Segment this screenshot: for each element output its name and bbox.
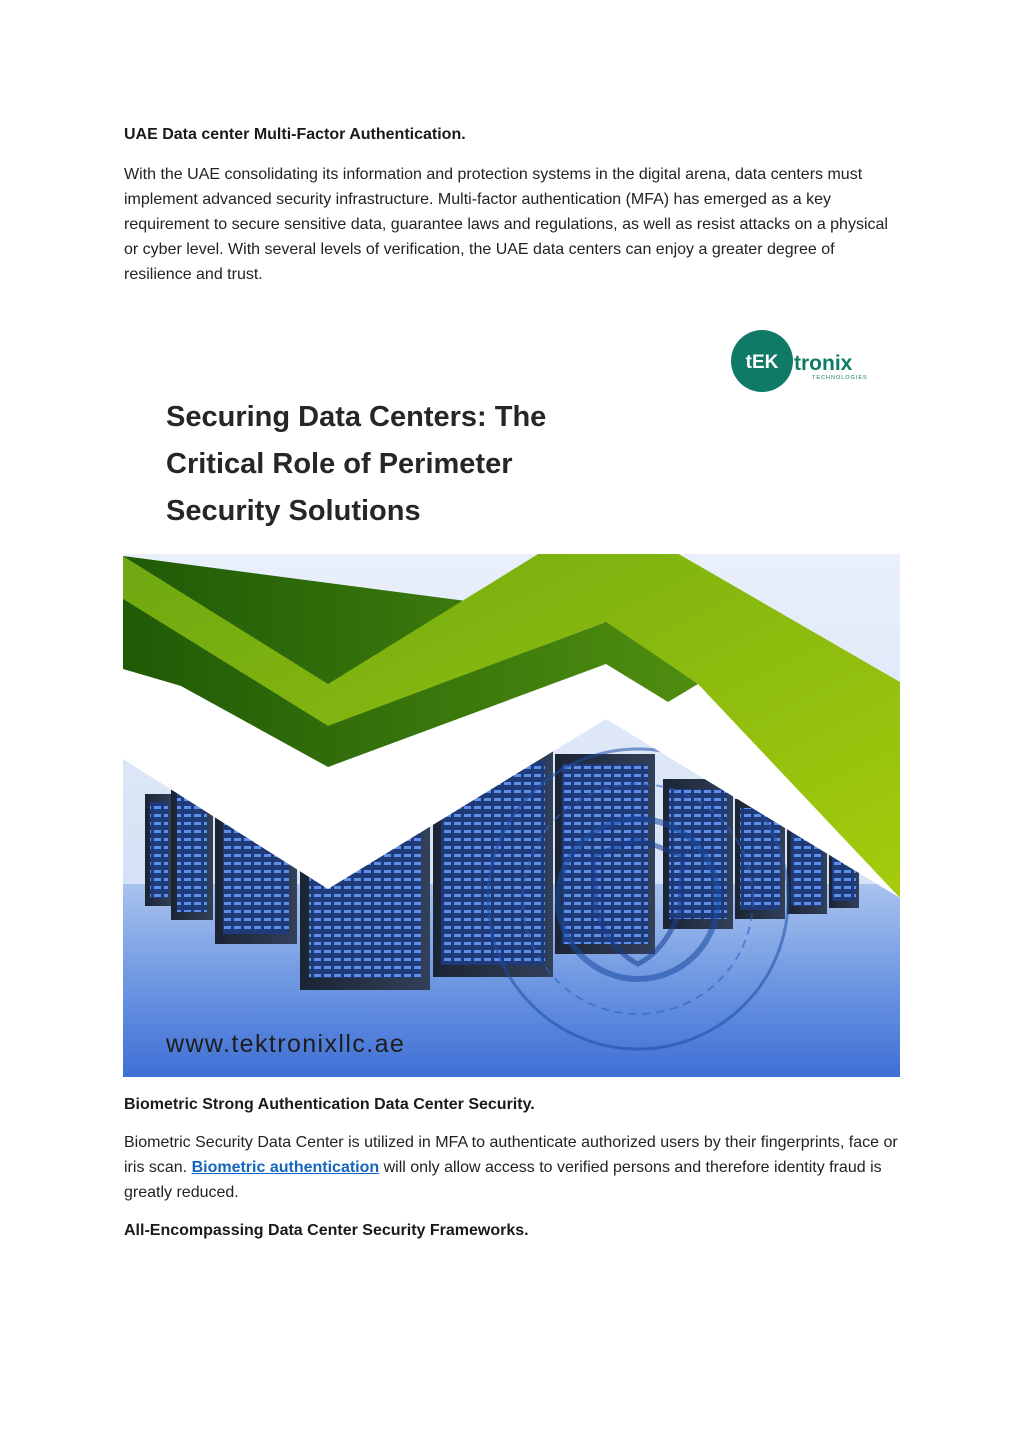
biometric-text-start: Biometric Security Data Center is utilized in MFA to authenticate authorized users by their fingerprints, face or iris scan. [124,1134,898,1176]
biometric-text-end: will only allow access to verified persons and therefore identity fraud is greatly reduced. [124,1159,882,1201]
section-heading-mfa: UAE Data center Multi-Factor Authentication. [124,126,466,143]
banner-url: www.tektronixllc.ae [166,1030,406,1058]
section-heading-biometric: Biometric Strong Authentication Data Center Security. [124,1096,535,1113]
intro-paragraph: With the UAE consolidating its information and protection systems in the digital arena, data centers must implement advanced security infrastructure. Multi-factor authentication (MFA) has emerged as a key requirement to secure sensitive data, guarantee laws and regulations, as well as resist attacks on a physical or cyber level. With several levels of verification, the UAE data centers can enjoy a greater degree of resilience and trust. [124,166,888,283]
section-heading-frameworks: All-Encompassing Data Center Security Frameworks. [124,1222,529,1239]
banner-title-line-3: Security Solutions [166,495,421,527]
banner-title-line-1: Securing Data Centers: The [166,401,547,433]
logo-wordmark: tronix [794,352,853,375]
banner-title-line-2: Critical Role of Perimeter [166,448,513,480]
banner-image [123,324,900,1077]
logo-prefix: tEK [745,352,779,373]
biometric-authentication-link[interactable]: Biometric authentication [191,1159,380,1176]
logo-subtitle: TECHNOLOGIES [812,375,868,381]
biometric-paragraph [124,1130,904,1205]
